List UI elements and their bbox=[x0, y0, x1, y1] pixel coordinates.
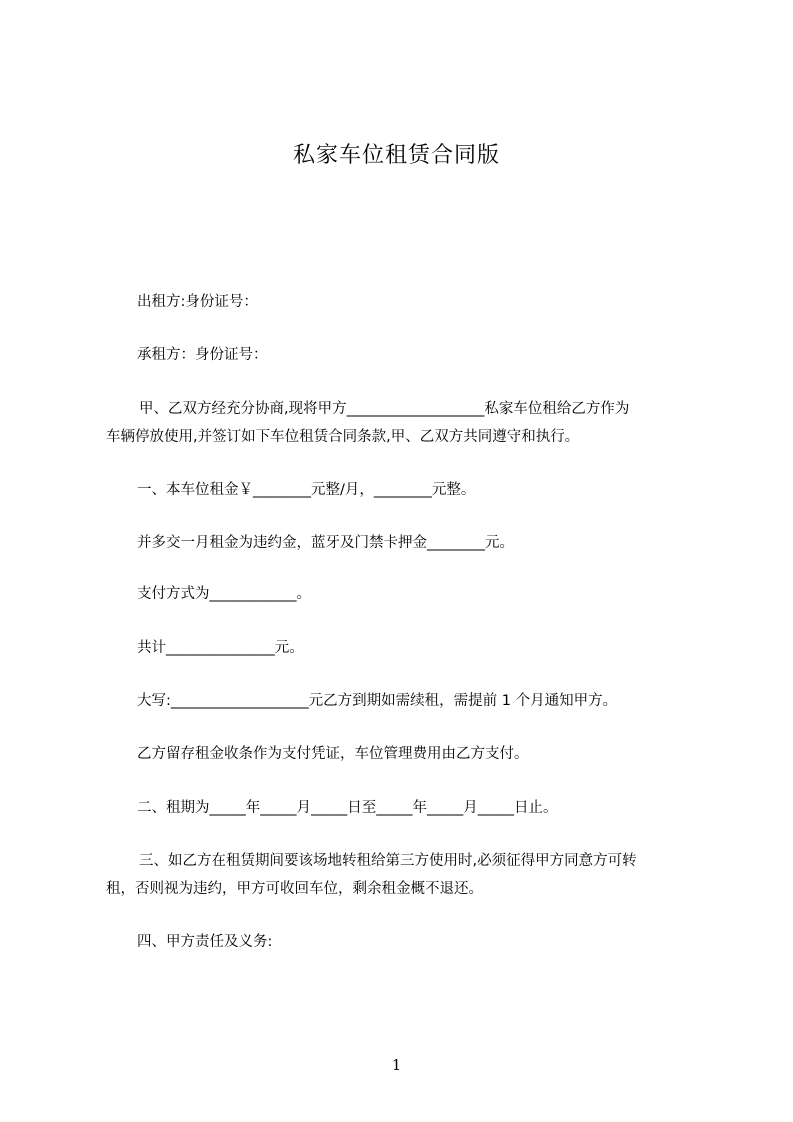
page-number: 1 bbox=[391, 1056, 402, 1074]
intro-paragraph-line-2: 车辆停放使用,并签订如下车位租赁合同条款,甲、乙双方共同遵守和执行。 bbox=[106, 429, 580, 445]
deposit-clause: 并多交一月租金为违约金，蓝牙及门禁卡押金________元。 bbox=[137, 535, 514, 551]
rent-clause: 一、本车位租金￥________元整/月，________元整。 bbox=[137, 482, 476, 498]
document-title: 私家车位租赁合同版 bbox=[292, 143, 500, 168]
lessor-duties-heading: 四、甲方责任及义务: bbox=[137, 934, 273, 950]
sublet-clause-line-2: 租，否则视为违约，甲方可收回车位，剩余租金概不退还。 bbox=[106, 881, 483, 897]
receipt-clause: 乙方留存租金收条作为支付凭证，车位管理费用由乙方支付。 bbox=[137, 746, 529, 762]
lease-term-clause: 二、租期为_____年_____月_____日至_____年_____月_____日止。 bbox=[137, 800, 558, 816]
intro-paragraph-line-1: 甲、乙双方经充分协商,现将甲方___________________私家车位租给乙方作为 bbox=[139, 401, 630, 417]
lessor-line: 出租方:身份证号： bbox=[137, 294, 258, 310]
sublet-clause-line-1: 三、如乙方在租赁期间要该场地转租给第三方使用时,必须征得甲方同意方可转 bbox=[139, 853, 637, 869]
payment-method-line: 支付方式为____________。 bbox=[137, 586, 311, 602]
total-amount-line: 共计_______________元。 bbox=[137, 640, 304, 656]
lessee-line: 承租方：身份证号： bbox=[137, 347, 268, 363]
capital-amount-line: 大写:___________________元乙方到期如需续租，需提前 1 个月通知甲方。 bbox=[137, 693, 618, 709]
